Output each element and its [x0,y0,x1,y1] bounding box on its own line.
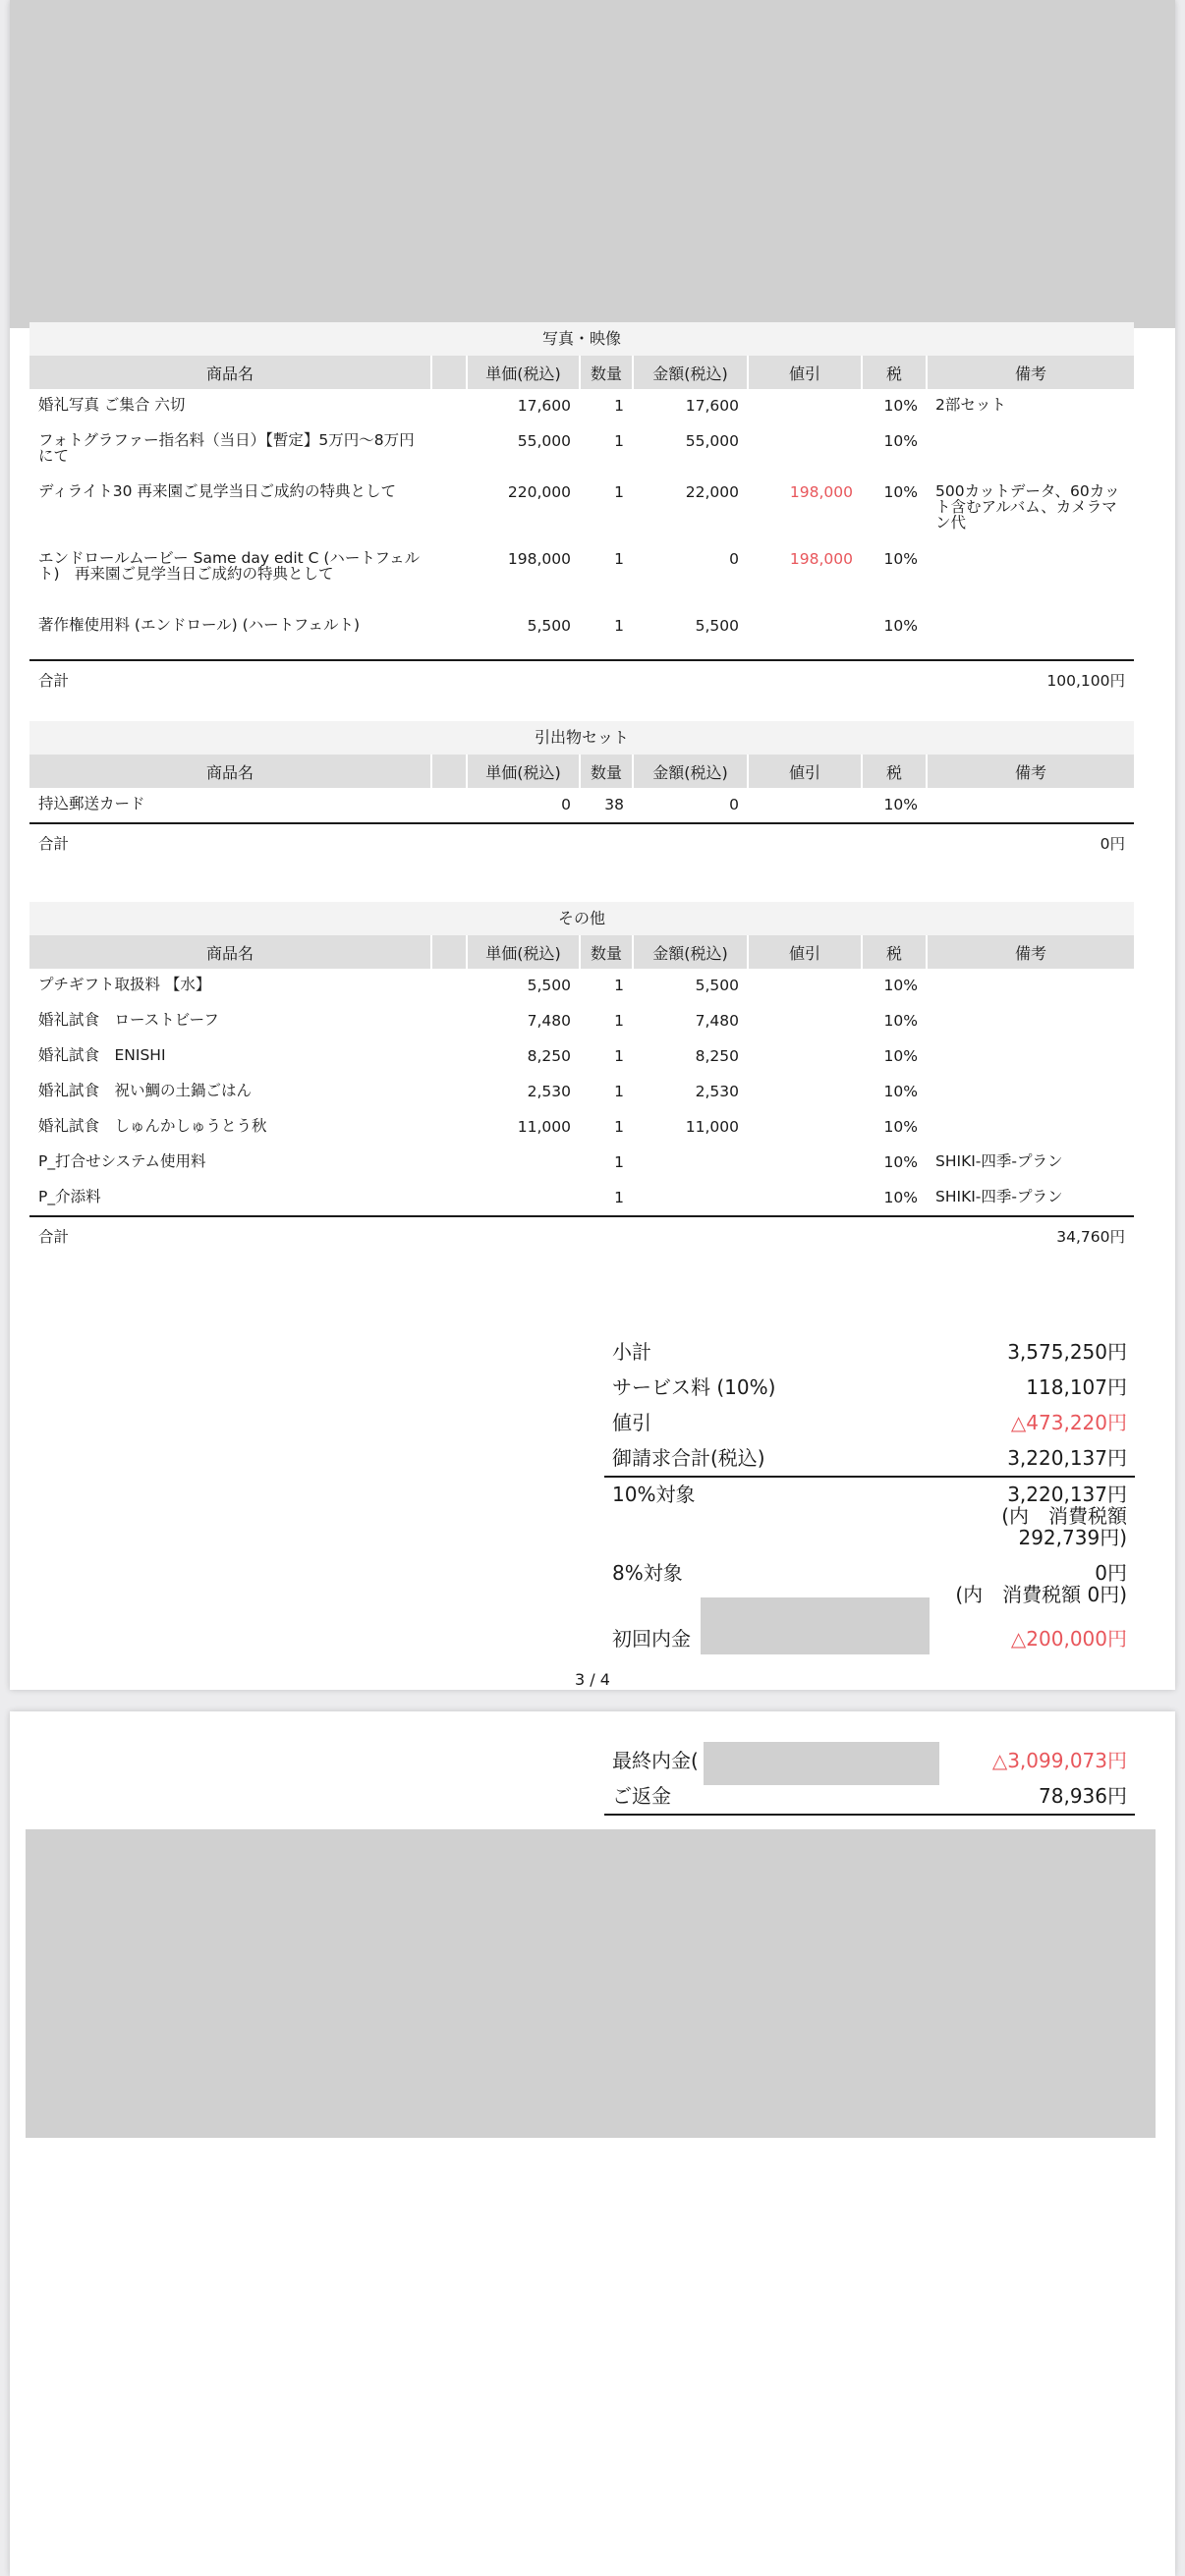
unit-price: 8,250 [527,1047,571,1065]
item-name: エンドロールムービー Same day edit C (ハートフェルト) 再来園ご見学当日ご成約の特典として [38,549,421,583]
discount: 198,000 [789,483,853,501]
header-qty: 数量 [580,356,633,389]
amount: 11,000 [685,1118,739,1136]
unit-price: 55,000 [517,432,571,450]
quantity: 1 [614,1189,624,1206]
amount: 0 [729,796,739,813]
unit-price: 2,530 [527,1083,571,1100]
items-table [29,356,1134,696]
page-number: 3 / 4 [575,1670,610,1689]
unit-price: 11,000 [517,1118,571,1136]
service-fee-label: サービス料 (10%) [612,1375,776,1399]
tax8-values [955,1562,1127,1613]
section-title: 引出物セット [29,721,1134,755]
header-tax: 税 [862,356,927,389]
section-total-row [29,660,1134,696]
item-name: 婚礼試食 しゅんかしゅうとう秋 [38,1117,267,1135]
table-row [29,969,1134,1004]
item-name: 著作権使用料 (エンドロール) (ハートフェルト) [38,616,360,634]
table-header-row [29,356,1134,389]
tax-rate: 10% [883,977,918,994]
amount: 17,600 [685,397,739,415]
tax10-label: 10%対象 [612,1483,696,1506]
header-price: 単価(税込) [467,755,580,788]
gap-cell [431,1110,467,1146]
remarks [927,1075,1134,1110]
unit-price: 5,500 [527,977,571,994]
discount: 198,000 [789,550,853,568]
gap-cell [431,1181,467,1216]
tax-rate: 10% [883,1083,918,1100]
header-name: 商品名 [29,356,431,389]
remarks: SHIKI-四季-プラン [935,1152,1063,1170]
tax-rate: 10% [883,432,918,450]
billing-total-label: 御請求合計(税込) [612,1446,765,1470]
tax10-included-tax-value: 292,739円) [1018,1526,1127,1549]
items-table [29,755,1134,859]
header-note: 備考 [927,935,1134,969]
tax-rate: 10% [883,1189,918,1206]
unit-price [467,1181,580,1216]
header-tax: 税 [862,755,927,788]
service-fee-value: 118,107円 [1026,1375,1127,1399]
header-amount: 金額(税込) [633,755,748,788]
item-name: ディライト30 再来園ご見学当日ご成約の特典として [38,482,396,500]
section-total-label: 合計 [29,1216,431,1252]
header-qty: 数量 [580,935,633,969]
amount: 0 [729,550,739,568]
subtotal-label: 小計 [612,1340,651,1364]
discount [748,1004,862,1039]
remarks: 2部セット [935,396,1006,414]
tax10-included-tax-label: (内 消費税額 [1001,1504,1127,1528]
tax8-value: 0円 [1095,1561,1127,1585]
gap-cell [431,476,467,542]
header-gap [431,755,467,788]
discount [748,1181,862,1216]
section-total-value: 0円 [431,823,1134,859]
amount: 7,480 [695,1012,739,1030]
header-note: 備考 [927,755,1134,788]
table-row [29,788,1134,823]
quantity: 1 [614,1083,624,1100]
redacted-deposit-detail-2 [704,1742,939,1785]
section-photo-video [29,322,1134,696]
item-name: フォトグラファー指名料（当日）【暫定】5万円〜8万円にて [38,431,415,465]
section-title: 写真・映像 [29,322,1134,356]
item-name: P_介添料 [38,1188,101,1205]
gap-cell [431,609,467,660]
header-price: 単価(税込) [467,935,580,969]
subtotal-row [604,1334,1135,1370]
item-name: 婚礼試食 祝い鯛の土鍋ごはん [38,1082,253,1099]
gap-cell [431,969,467,1004]
tax-rate: 10% [883,483,918,501]
item-name: 婚礼試食 ENISHI [38,1046,166,1064]
gap-cell [431,1075,467,1110]
gap-cell [431,1039,467,1075]
redacted-deposit-detail-1 [701,1597,930,1654]
remarks [927,542,1134,609]
header-qty: 数量 [580,755,633,788]
subtotal-value: 3,575,250円 [1007,1340,1127,1364]
header-name: 商品名 [29,935,431,969]
section-title: その他 [29,902,1134,935]
redacted-header-block [10,0,1175,328]
tax10-values [1001,1483,1127,1549]
unit-price: 198,000 [507,550,571,568]
header-discount: 値引 [748,935,862,969]
quantity: 1 [614,550,624,568]
tax-rate: 10% [883,1153,918,1171]
discount-row [604,1405,1135,1440]
section-total-row [29,823,1134,859]
remarks: SHIKI-四季-プラン [935,1188,1063,1205]
header-amount: 金額(税込) [633,356,748,389]
quantity: 1 [614,397,624,415]
remarks [927,1110,1134,1146]
gap-cell [431,1004,467,1039]
header-note: 備考 [927,356,1134,389]
unit-price: 7,480 [527,1012,571,1030]
tax-rate: 10% [883,1047,918,1065]
tax-rate: 10% [883,796,918,813]
tax-rate: 10% [883,550,918,568]
table-row [29,476,1134,542]
discount [748,1075,862,1110]
tax10-value: 3,220,137円 [1007,1483,1127,1506]
section-total-row [29,1216,1134,1252]
table-row [29,424,1134,476]
unit-price [467,1146,580,1181]
gap-cell [431,1146,467,1181]
discount [748,609,862,660]
table-row [29,609,1134,660]
quantity: 1 [614,977,624,994]
table-header-row [29,755,1134,788]
quantity: 1 [614,483,624,501]
tax-rate: 10% [883,617,918,635]
unit-price: 5,500 [527,617,571,635]
table-row [29,389,1134,424]
unit-price: 17,600 [517,397,571,415]
final-deposit-label: 最終内金( [612,1749,699,1772]
amount: 5,500 [695,617,739,635]
gap-cell [431,542,467,609]
discount [748,788,862,823]
section-total-value: 34,760円 [431,1216,1134,1252]
header-tax: 税 [862,935,927,969]
table-row [29,1004,1134,1039]
quantity: 1 [614,1047,624,1065]
amount: 5,500 [695,977,739,994]
item-name: P_打合せシステム使用料 [38,1152,206,1170]
amount [633,1181,748,1216]
remarks [927,1039,1134,1075]
discount [748,969,862,1004]
section-total-label: 合計 [29,823,431,859]
refund-label: ご返金 [612,1784,671,1808]
unit-price: 220,000 [507,483,571,501]
header-amount: 金額(税込) [633,935,748,969]
table-row [29,1110,1134,1146]
remarks [927,788,1134,823]
header-name: 商品名 [29,755,431,788]
header-gap [431,356,467,389]
tax-rate: 10% [883,1012,918,1030]
item-name: 婚礼試食 ローストビーフ [38,1011,219,1029]
discount-value: △473,220円 [1010,1411,1127,1434]
service-fee-row [604,1370,1135,1405]
discount [748,1146,862,1181]
table-header-row [29,935,1134,969]
tax8-label: 8%対象 [612,1561,683,1585]
section-gift-set [29,721,1134,859]
first-deposit-label: 初回内金 [612,1627,691,1651]
quantity: 1 [614,1012,624,1030]
remarks [927,424,1134,476]
discount [748,1039,862,1075]
unit-price: 0 [561,796,571,813]
header-discount: 値引 [748,755,862,788]
section-other [29,902,1134,1252]
tax8-included-tax: (内 消費税額 0円) [955,1583,1127,1606]
discount [748,1110,862,1146]
redacted-footer-block [26,1829,1156,2138]
items-table [29,935,1134,1252]
refund-value: 78,936円 [1039,1784,1127,1808]
tax-rate: 10% [883,1118,918,1136]
discount-label: 値引 [612,1411,651,1434]
quantity: 1 [614,1118,624,1136]
billing-total-row [604,1440,1135,1478]
discount [748,389,862,424]
item-name: 婚礼写真 ご集合 六切 [38,396,186,414]
amount: 22,000 [685,483,739,501]
quantity: 1 [614,1153,624,1171]
final-deposit-value: △3,099,073円 [991,1749,1127,1772]
section-total-value: 100,100円 [431,660,1134,696]
quantity: 1 [614,617,624,635]
amount: 2,530 [695,1083,739,1100]
gap-cell [431,788,467,823]
item-name: プチギフト取扱料 【水】 [38,976,211,993]
tax10-row [604,1478,1135,1550]
remarks [927,609,1134,660]
header-price: 単価(税込) [467,356,580,389]
amount [633,1146,748,1181]
table-row [29,1039,1134,1075]
discount [748,424,862,476]
section-total-label: 合計 [29,660,431,696]
remarks [927,1004,1134,1039]
item-name: 持込郵送カード [38,795,145,812]
quantity: 1 [614,432,624,450]
gap-cell [431,424,467,476]
billing-total-value: 3,220,137円 [1007,1446,1127,1470]
remarks [927,969,1134,1004]
table-row [29,1075,1134,1110]
table-row [29,1181,1134,1216]
amount: 55,000 [685,432,739,450]
first-deposit-value: △200,000円 [1010,1627,1127,1651]
gap-cell [431,389,467,424]
header-gap [431,935,467,969]
header-discount: 値引 [748,356,862,389]
table-row [29,542,1134,609]
tax-rate: 10% [883,397,918,415]
table-row [29,1146,1134,1181]
quantity: 38 [604,796,624,813]
amount: 8,250 [695,1047,739,1065]
remarks: 500カットデータ、60カット含むアルバム、カメラマン代 [935,482,1120,532]
